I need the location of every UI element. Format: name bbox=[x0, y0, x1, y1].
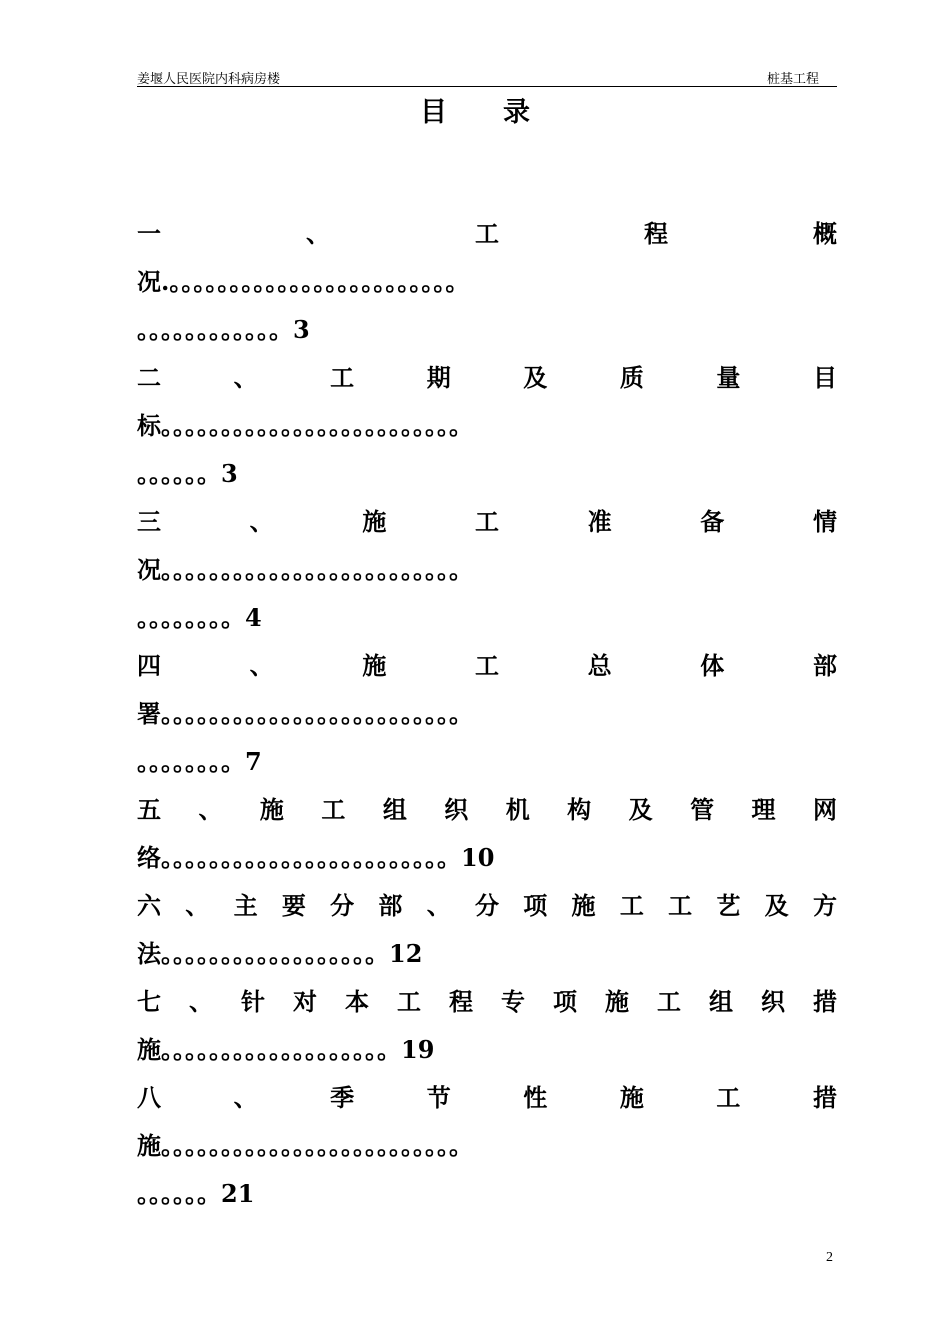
toc-heading-char: 工 bbox=[475, 219, 499, 248]
toc-entry-leader: 署。。。。。。。。。。。。。。。。。。。。。。。。。 bbox=[137, 699, 473, 728]
toc-heading-char: 三 bbox=[137, 507, 161, 536]
toc-heading-char: 备 bbox=[700, 507, 725, 536]
toc-heading-char: 情 bbox=[812, 507, 837, 536]
toc-heading-char: 体 bbox=[700, 651, 725, 680]
toc-entry-leader-page: 。。。。。。。。4 bbox=[137, 603, 262, 632]
toc-entry-leader-page: 。。。。。。。。7 bbox=[137, 747, 262, 776]
toc-heading-char: 分 bbox=[330, 891, 355, 920]
toc-heading-char: 施 bbox=[362, 651, 387, 680]
toc-heading-char: 准 bbox=[587, 507, 612, 536]
toc-heading-char: 及 bbox=[764, 891, 789, 920]
toc-heading-char: 方 bbox=[812, 891, 837, 920]
toc-heading-char: 分 bbox=[474, 891, 499, 920]
toc-heading-char: 五 bbox=[137, 795, 161, 824]
toc-entry-leader: 况。。。。。。。。。。。。。。。。。。。。。。。。。 bbox=[137, 555, 473, 584]
toc-heading-char: 程 bbox=[644, 219, 668, 248]
toc-entry-leader-page: 。。。。。。3 bbox=[137, 459, 238, 488]
toc-entry-leader: 施。。。。。。。。。。。。。。。。。。。。。。。。。 bbox=[137, 1131, 473, 1160]
toc-heading-char: 网 bbox=[812, 795, 837, 824]
page-title: 目录 bbox=[420, 97, 586, 128]
toc-heading-char: 机 bbox=[505, 795, 530, 824]
toc-entry-heading bbox=[137, 210, 837, 258]
toc-heading-char: 施 bbox=[259, 795, 284, 824]
toc-heading-char: 、 bbox=[185, 891, 210, 920]
toc-heading-char: 、 bbox=[426, 891, 451, 920]
toc-entry-leader: 标。。。。。。。。。。。。。。。。。。。。。。。。。 bbox=[137, 411, 473, 440]
toc-heading-char: 、 bbox=[233, 363, 258, 392]
toc-entry bbox=[137, 498, 837, 642]
toc-heading-char: 对 bbox=[293, 987, 317, 1016]
toc-heading-char: 八 bbox=[137, 1083, 161, 1112]
toc-heading-char: 工 bbox=[716, 1083, 741, 1112]
toc-heading-char: 构 bbox=[567, 795, 592, 824]
toc-heading-char: 、 bbox=[249, 651, 274, 680]
toc-entry-leader: 况.。。。。。。。。。。。。。。。。。。。。。。。。 bbox=[137, 267, 470, 296]
header-section-name: 桩基工程 bbox=[766, 72, 819, 87]
toc-heading-char: 量 bbox=[716, 363, 741, 392]
toc-heading-char: 织 bbox=[761, 987, 785, 1016]
toc-heading-char: 六 bbox=[137, 891, 161, 920]
toc-heading-char: 目 bbox=[812, 363, 837, 392]
toc-entry-leader: 施。。。。。。。。。。。。。。。。。。。19 bbox=[137, 1035, 435, 1064]
toc-heading-char: 措 bbox=[812, 1083, 837, 1112]
toc-heading-char: 、 bbox=[233, 1083, 258, 1112]
toc-heading-char: 工 bbox=[397, 987, 421, 1016]
toc-heading-char: 、 bbox=[306, 219, 330, 248]
toc-heading-char: 性 bbox=[523, 1083, 548, 1112]
toc-entry bbox=[137, 210, 837, 354]
toc-heading-char: 总 bbox=[587, 651, 612, 680]
toc-entry bbox=[137, 786, 837, 882]
toc-entry-heading bbox=[137, 498, 837, 546]
toc-entry-leader: 法。。。。。。。。。。。。。。。。。。12 bbox=[137, 939, 423, 968]
toc-heading-char: 及 bbox=[628, 795, 653, 824]
toc-entry bbox=[137, 1074, 837, 1218]
toc-heading-char: 部 bbox=[812, 651, 837, 680]
toc-heading-char: 工 bbox=[668, 891, 693, 920]
toc-heading-char: 施 bbox=[619, 1083, 644, 1112]
toc-heading-char: 质 bbox=[619, 363, 644, 392]
toc-heading-char: 工 bbox=[321, 795, 346, 824]
toc-heading-char: 专 bbox=[501, 987, 525, 1016]
toc-heading-char: 四 bbox=[137, 651, 161, 680]
toc-entry bbox=[137, 354, 837, 498]
toc-heading-char: 工 bbox=[474, 507, 499, 536]
table-of-contents bbox=[137, 210, 837, 1218]
toc-heading-char: 艺 bbox=[716, 891, 741, 920]
toc-heading-char: 、 bbox=[189, 987, 213, 1016]
header-project-name: 姜堰人民医院内科病房楼 bbox=[137, 72, 281, 87]
toc-entry-heading bbox=[137, 882, 837, 930]
toc-heading-char: 项 bbox=[523, 891, 548, 920]
toc-heading-char: 管 bbox=[690, 795, 715, 824]
toc-entry-heading bbox=[137, 978, 837, 1026]
toc-entry-heading bbox=[137, 642, 837, 690]
toc-entry-leader-page: 。。。。。。。。。。。。3 bbox=[137, 315, 310, 344]
toc-heading-char: 施 bbox=[362, 507, 387, 536]
toc-heading-char: 工 bbox=[657, 987, 681, 1016]
toc-heading-char: 部 bbox=[378, 891, 403, 920]
toc-heading-char: 、 bbox=[249, 507, 274, 536]
toc-heading-char: 织 bbox=[444, 795, 469, 824]
toc-heading-char: 程 bbox=[449, 987, 473, 1016]
toc-heading-char: 工 bbox=[330, 363, 355, 392]
toc-heading-char: 针 bbox=[241, 987, 265, 1016]
toc-heading-char: 项 bbox=[553, 987, 577, 1016]
toc-heading-char: 及 bbox=[523, 363, 548, 392]
toc-heading-char: 二 bbox=[137, 363, 161, 392]
toc-heading-char: 工 bbox=[619, 891, 644, 920]
toc-entry bbox=[137, 882, 837, 978]
toc-heading-char: 概 bbox=[813, 219, 837, 248]
toc-heading-char: 七 bbox=[137, 987, 161, 1016]
toc-entry-heading bbox=[137, 786, 837, 834]
toc-heading-char: 施 bbox=[605, 987, 629, 1016]
toc-heading-char: 一 bbox=[137, 219, 161, 248]
toc-heading-char: 季 bbox=[330, 1083, 355, 1112]
page-number: 2 bbox=[826, 1250, 833, 1265]
toc-entry-heading bbox=[137, 354, 837, 402]
toc-heading-char: 本 bbox=[345, 987, 369, 1016]
toc-heading-char: 措 bbox=[813, 987, 837, 1016]
toc-heading-char: 期 bbox=[426, 363, 451, 392]
page-header bbox=[137, 66, 837, 87]
toc-heading-char: 工 bbox=[474, 651, 499, 680]
toc-heading-char: 理 bbox=[751, 795, 776, 824]
toc-heading-char: 要 bbox=[281, 891, 306, 920]
toc-entry-leader: 络。。。。。。。。。。。。。。。。。。。。。。。。10 bbox=[137, 843, 495, 872]
toc-entry-leader-page: 。。。。。。21 bbox=[137, 1179, 255, 1208]
toc-entry-heading bbox=[137, 1074, 837, 1122]
toc-heading-char: 组 bbox=[709, 987, 733, 1016]
toc-heading-char: 施 bbox=[571, 891, 596, 920]
toc-entry bbox=[137, 978, 837, 1074]
toc-heading-char: 、 bbox=[198, 795, 223, 824]
toc-heading-char: 节 bbox=[426, 1083, 451, 1112]
toc-heading-char: 组 bbox=[382, 795, 407, 824]
toc-entry bbox=[137, 642, 837, 786]
toc-heading-char: 主 bbox=[233, 891, 258, 920]
